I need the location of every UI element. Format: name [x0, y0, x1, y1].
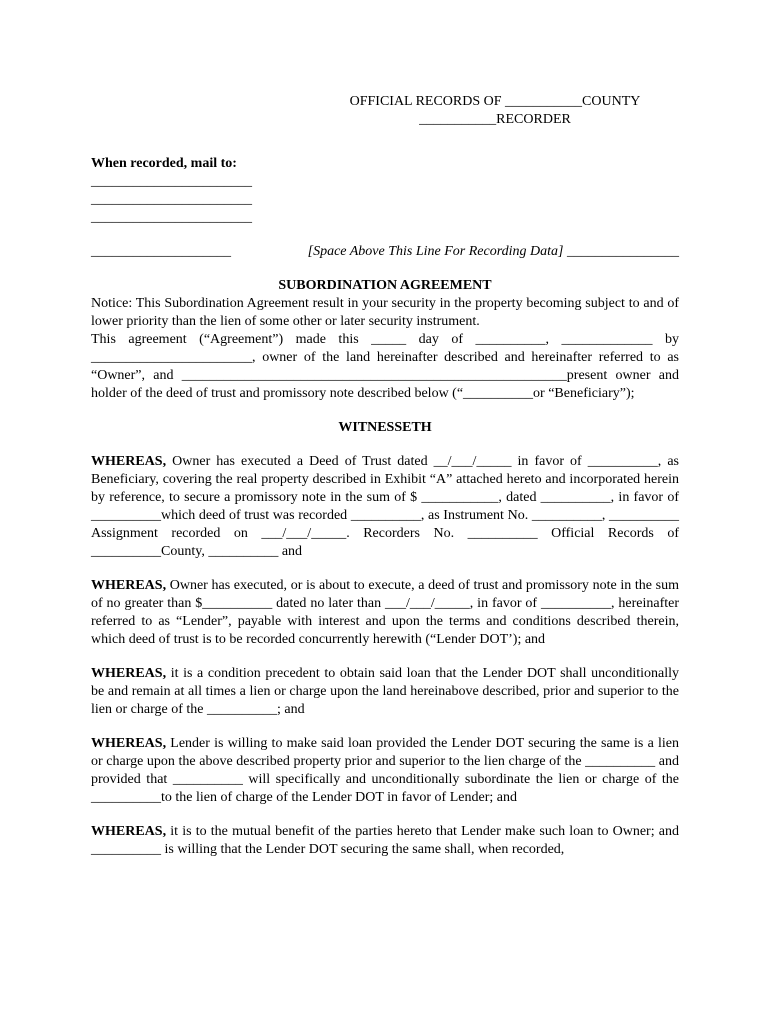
recording-data-label: [Space Above This Line For Recording Data] [307, 244, 564, 259]
recording-blank-right: ________________ [567, 244, 679, 259]
mail-to-line: _______________________ [91, 210, 252, 225]
official-records-line: OFFICIAL RECORDS OF ___________COUNTY [349, 94, 641, 109]
whereas-text: it is a condition precedent to obtain said loan that the Lender DOT shall unconditionally be and remain at all times a lien or charge upon the land hereinabove described, prior and superior to the lien or charge of the __________; and [91, 666, 679, 717]
mail-to-line: _______________________ [91, 174, 252, 189]
whereas-text: it is to the mutual benefit of the parties hereto that Lender make such loan to Owner; and __________ is willing that the Lender DOT securing the same shall, when recorded, [91, 824, 679, 857]
whereas-lead: WHEREAS, [91, 666, 167, 681]
whereas-paragraph [91, 665, 679, 719]
recording-blank-left: ____________________ [91, 244, 231, 259]
notice-paragraph: Notice: This Subordination Agreement result in your security in the property becoming subject to and of lower priority than the lien of some other or later security instrument. [91, 296, 679, 329]
whereas-text: Owner has executed, or is about to execute, a deed of trust and promissory note in the sum of no greater than $__________ dated no later than ___/___/_____, in favor of __________, hereinafter referred to as “Lender”, payable with interest and upon the terms and conditions described therein, which deed of trust is to be recorded concurrently herewith (“Lender DOT’); and [91, 578, 679, 647]
agreement-paragraph: This agreement (“Agreement”) made this _____ day of __________, _____________ by _______________________, owner of the land hereinafter described and hereinafter referred to as “Owner”, and _______________________________________________________present owner and holder of the deed of trust and promissory note described below (“__________or “Beneficiary”); [91, 332, 679, 401]
whereas-paragraph [91, 823, 679, 859]
mail-to-block [91, 155, 679, 227]
whereas-lead: WHEREAS, [91, 824, 167, 839]
whereas-text: Lender is willing to make said loan provided the Lender DOT securing the same is a lien or charge upon the above described property prior and superior to the lien charge of the __________ and provided that __________ will specifically and unconditionally subordinate the lien or charge of the __________to the lien of charge of the Lender DOT in favor of Lender; and [91, 736, 679, 805]
mail-to-line: _______________________ [91, 192, 252, 207]
whereas-text: Owner has executed a Deed of Trust dated __/___/_____ in favor of __________, as Beneficiary, covering the real property described in Exhibit “A” attached hereto and incorporated herein by reference, to secure a promissory note in the sum of $ ___________, dated __________, in favor of __________which deed of trust was recorded __________, as Instrument No. __________, __________ Assignment recorded on ___/___/_____. Recorders No. __________ Official Records of __________County, __________ and [91, 454, 679, 559]
recording-data-line [91, 243, 679, 261]
whereas-paragraph [91, 735, 679, 807]
document-page [91, 93, 679, 859]
whereas-lead: WHEREAS, [91, 736, 167, 751]
recorder-line: ___________RECORDER [419, 112, 571, 127]
whereas-paragraph [91, 453, 679, 561]
mail-to-title: When recorded, mail to: [91, 156, 237, 171]
whereas-lead: WHEREAS, [91, 454, 167, 469]
whereas-paragraph [91, 577, 679, 649]
recorder-header [81, 93, 669, 129]
witnesseth-heading: WITNESSETH [338, 420, 432, 435]
document-title: SUBORDINATION AGREEMENT [278, 278, 492, 293]
whereas-lead: WHEREAS, [91, 578, 167, 593]
